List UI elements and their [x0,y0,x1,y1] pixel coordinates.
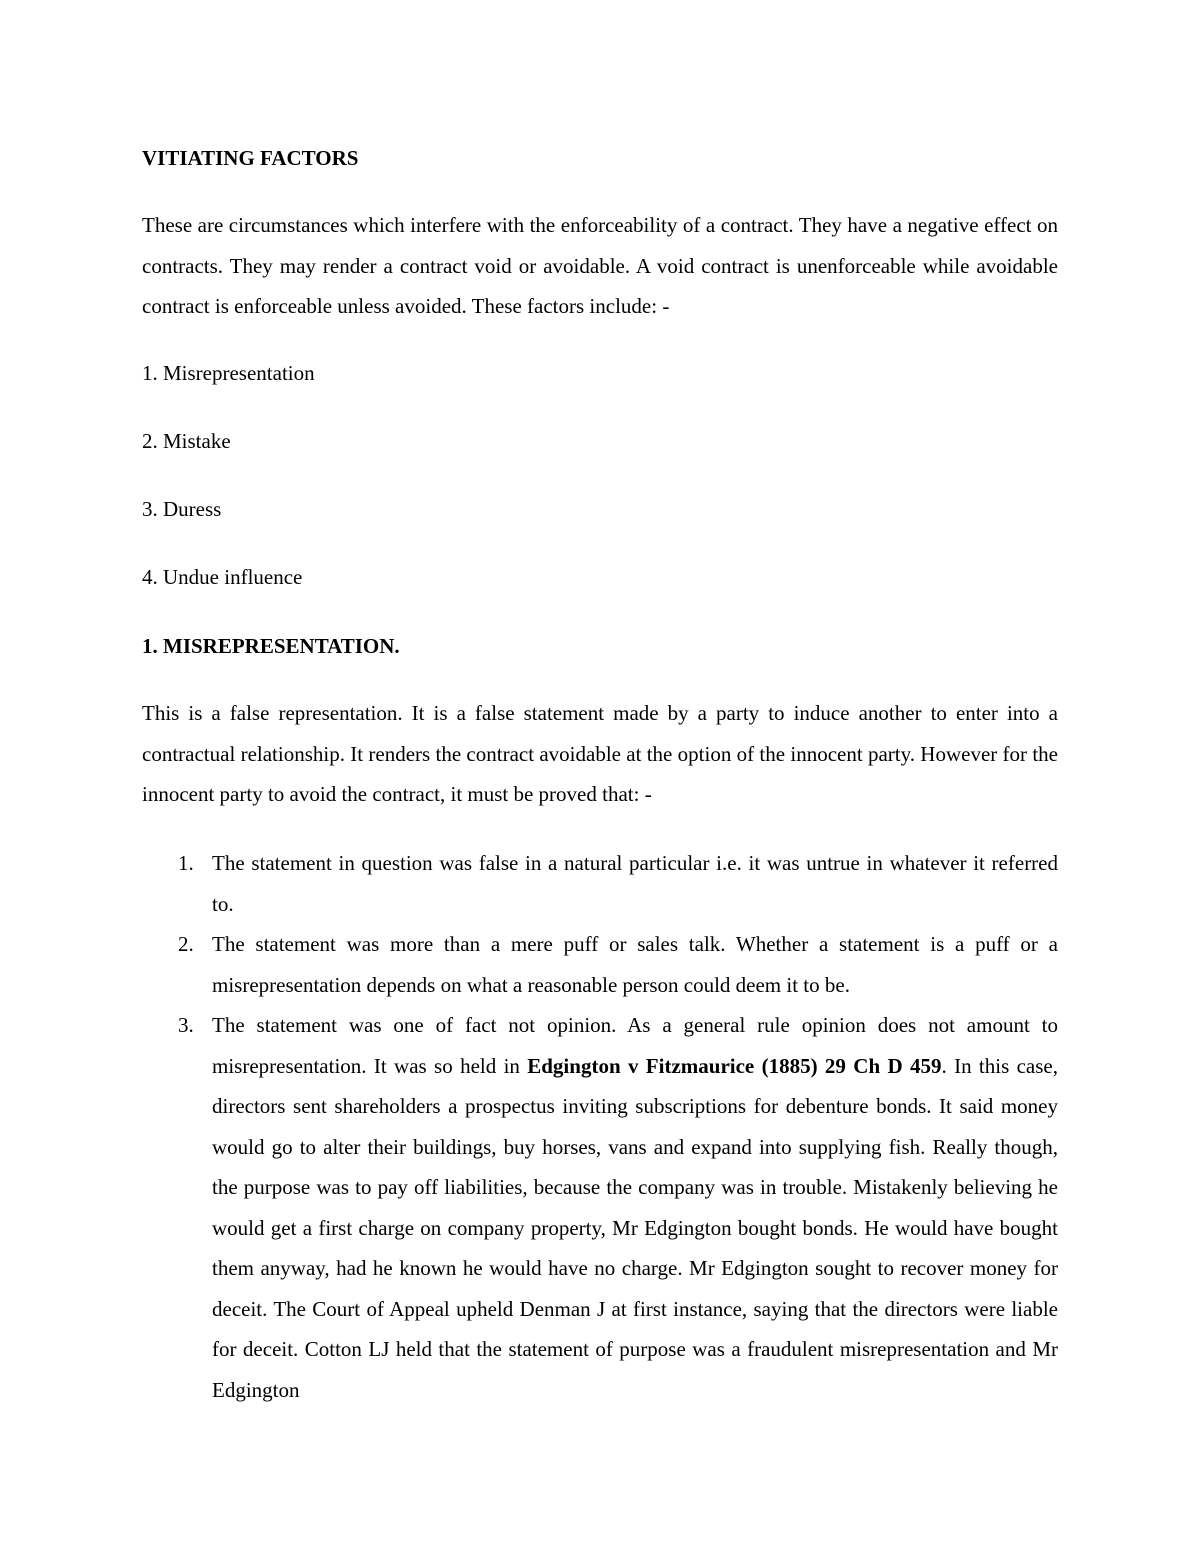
conditions-list [142,843,1058,1410]
document-title: VITIATING FACTORS [142,146,359,170]
condition-number: 2. [178,932,194,956]
condition-item [142,1005,1058,1410]
condition-text-before: The statement was one of fact not opinion. As a general rule opinion does not amount to misrepresentation. It was so held in [212,1013,1058,1078]
section-heading: 1. MISREPRESENTATION. [142,634,400,658]
factor-item-undue-influence: 4. Undue influence [142,565,303,589]
factor-item-duress: 3. Duress [142,497,222,521]
condition-number: 3. [178,1013,194,1037]
condition-item [142,843,1058,924]
intro-section [142,205,1058,327]
condition-item [142,924,1058,1005]
condition-text: The statement was more than a mere puff or sales talk. Whether a statement is a puff or a misrepresentation depends on what a reasonable person could deem it to be. [212,932,1058,997]
factor-item-misrepresentation: 1. Misrepresentation [142,361,315,385]
section-paragraph: This is a false representation. It is a false statement made by a party to induce another to enter into a contractual relationship. It renders the contract avoidable at the option of the innocent party. However for the innocent party to avoid the contract, it must be proved that: - [142,701,1058,806]
case-citation: Edgington v Fitzmaurice (1885) 29 Ch D 459 [527,1053,942,1078]
section-body [142,693,1058,815]
condition-text: The statement in question was false in a natural particular i.e. it was untrue in whatever it referred to. [212,851,1058,916]
intro-paragraph: These are circumstances which interfere with the enforceability of a contract. They have a negative effect on contracts. They may render a contract void or avoidable. A void contract is unenforceable while avoidable contract is enforceable unless avoided. These factors include: - [142,213,1058,318]
condition-text-after: . In this case, directors sent shareholders a prospectus inviting subscriptions for debenture bonds. It said money would go to alter their buildings, buy horses, vans and expand into supplying fish. Really though, the purpose was to pay off liabilities, because the company was in trouble. Mistakenly believing he would get a first charge on company property, Mr Edgington bought bonds. He would have bought them anyway, had he known he would have no charge. Mr Edgington sought to recover money for deceit. The Court of Appeal upheld Denman J at first instance, saying that the directors were liable for deceit. Cotton LJ held that the statement of purpose was a fraudulent misrepresentation and Mr Edgington [212,1053,1058,1402]
factor-item-mistake: 2. Mistake [142,429,231,453]
condition-number: 1. [178,851,194,875]
